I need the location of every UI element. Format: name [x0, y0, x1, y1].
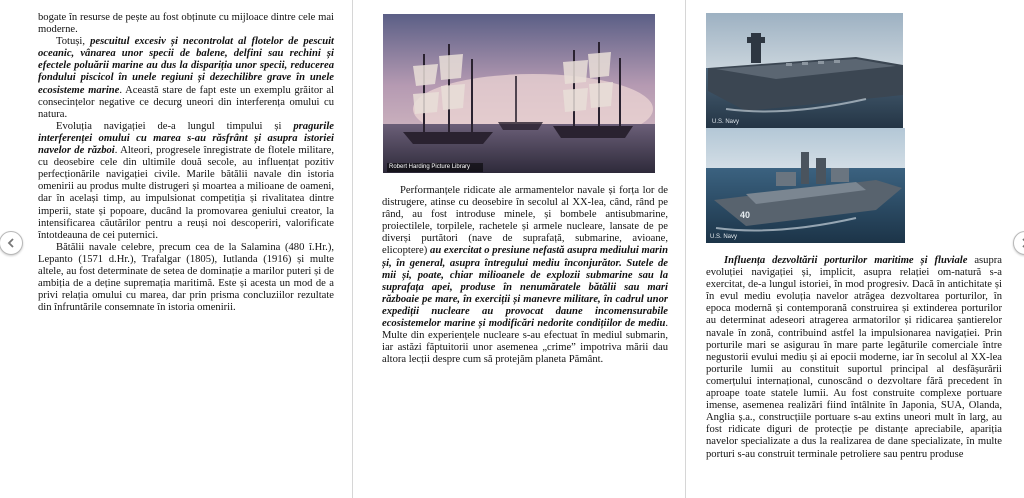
- paragraph: Totuși, pescuitul excesiv și necontrolat al flotelor de pescuit oceanic, vânarea unor specii de balene, delfini sau rechini și efectele poluării marine au dus la dispariția unor specii, reducerea fondului piscicol în unele regiuni și dezechilibre grave în unele ecosisteme marine. Această stare de fapt este un exemplu grăitor al consecințelor negative ce decurg uneori din interferența omului cu natura.: [38, 36, 334, 120]
- paragraph: Influența dezvoltării porturilor maritime și fluviale asupra evoluției navigației și, implicit, asupra relației om-natură s-a exercitat, de-a lungul istoriei, în mod progresiv. Dacă în antichitate și în evul mediu evoluția navelor atrăgea dezvoltarea porturilor, în epoca modernă și contemporană construirea și extinderea porturilor au determinat adeseori atragerea armatorilor și ridicarea șantierelor navale în zonă, contribuind astfel la impulsionarea navigației. Prin porturile mari se asigurau în mare parte legăturile comerciale între negustorii evului mediu și ai epocii moderne, iar în secolul al XX-lea porturile lumii au constituit suportul principal al desfășurării comerțului internațional, cunoscând o dezvoltare fără precedent în aproape toate statele lumii. Au fost construite complexe portuare imense, asemenea realizări fiind întâlnite în Japonia, SUA, Olanda, Anglia ș.a., construcțiile portuare s-au extins uneori mult în larg, au fost ridicate diguri de protecție pe distanțe apreciabile, apariția navelor specializate a dus la realizarea de dane specializate, în multe porturi s-au construit terminale petroliere sau pentru produse: [706, 255, 1002, 460]
- image-credit: U.S. Navy: [712, 119, 740, 125]
- warship-photo: [706, 128, 905, 243]
- svg-text:40: 40: [740, 210, 751, 220]
- paragraph: bogate în resurse de pește au fost obținute cu mijloace dintre cele mai moderne.: [38, 12, 334, 36]
- paragraph: Performanțele ridicate ale armamentelor navale și forța lor de distrugere, atinse cu deosebire în secolul al XX-lea, când, rând pe rând, au fost introduse minele, și bombele antisubmarine, proiectilele, torpilele, rachetele și armele nucleare, lansate de pe diverși purtători (nave de suprafață, submarine, avioane, elicoptere) au exercitat o presiune nefastă asupra mediului marin și, în general, asupra întregului mediu înconjurător. Sutele de mii și, poate, chiar milioanele de explozii submarine sau la suprafața apei, produse în nenumăratele bătălii sau mari războaie pe mare, în exerciții și manevre militare, în cadrul unor expediții nucleare au provocat daune incomensurabile ecosistemelor marine și modificări nedorite condițiilor de mediu. Multe din experiențele nucleare s-au efectuat în mediul submarin, iar astăzi făptuitorii unor asemenea „crime” impotriva mării dau altora lecții despre cum să protejăm planeta Pământ.: [382, 185, 669, 366]
- previous-page-button[interactable]: [0, 231, 23, 255]
- left-text-block: [38, 12, 334, 314]
- paragraph: Bătălii navale celebre, precum cea de la Salamina (480 î.Hr.), Lepanto (1571 d.Hr.), Trafalgar (1805), Iutlanda (1916) și multe altele, au fost determinate de setea de dominație a marilor puteri și de ambiția de a deține supremația maritimă. Este și acesta un mod de a privi relația omului cu marea, dar prin prisma concluziilor rezultate din înfruntările consemnate în istoria omenirii.: [38, 241, 334, 314]
- paragraph: Evoluția navigației de-a lungul timpului și pragurile interferenței omului cu marea s-au răsfrânt și asupra istoriei navelor de război. Alteori, progresele înregistrate de flotele militare, cu deosebire cele din ultimile două secole, au influențat pozitiv perfecționările navigației civile. Marile bătălii navale din istoria omenirii au produs multe distrugeri și moartea a milioane de oameni, dar în același timp, au impulsionat competiția și rivalitatea dintre imperii, state și popoare, ducând la promovarea geniului creator, la intensificarea căutărilor pentru a reuși noi descoperiri, valorificate întotdeauna de cei puternici.: [38, 120, 334, 241]
- chevron-left-icon: [5, 237, 17, 249]
- image-credit: U.S. Navy: [710, 234, 738, 240]
- chevron-right-icon: [1019, 237, 1024, 249]
- page-right: [686, 0, 1024, 498]
- right-text-block: [706, 255, 1002, 461]
- middle-text-block: [382, 185, 668, 366]
- image-credit: Robert Harding Picture Library: [389, 164, 471, 170]
- page-middle: [353, 0, 685, 498]
- page-left: [0, 0, 352, 498]
- naval-battle-painting: [383, 14, 655, 173]
- aircraft-carrier-photo: [706, 13, 903, 128]
